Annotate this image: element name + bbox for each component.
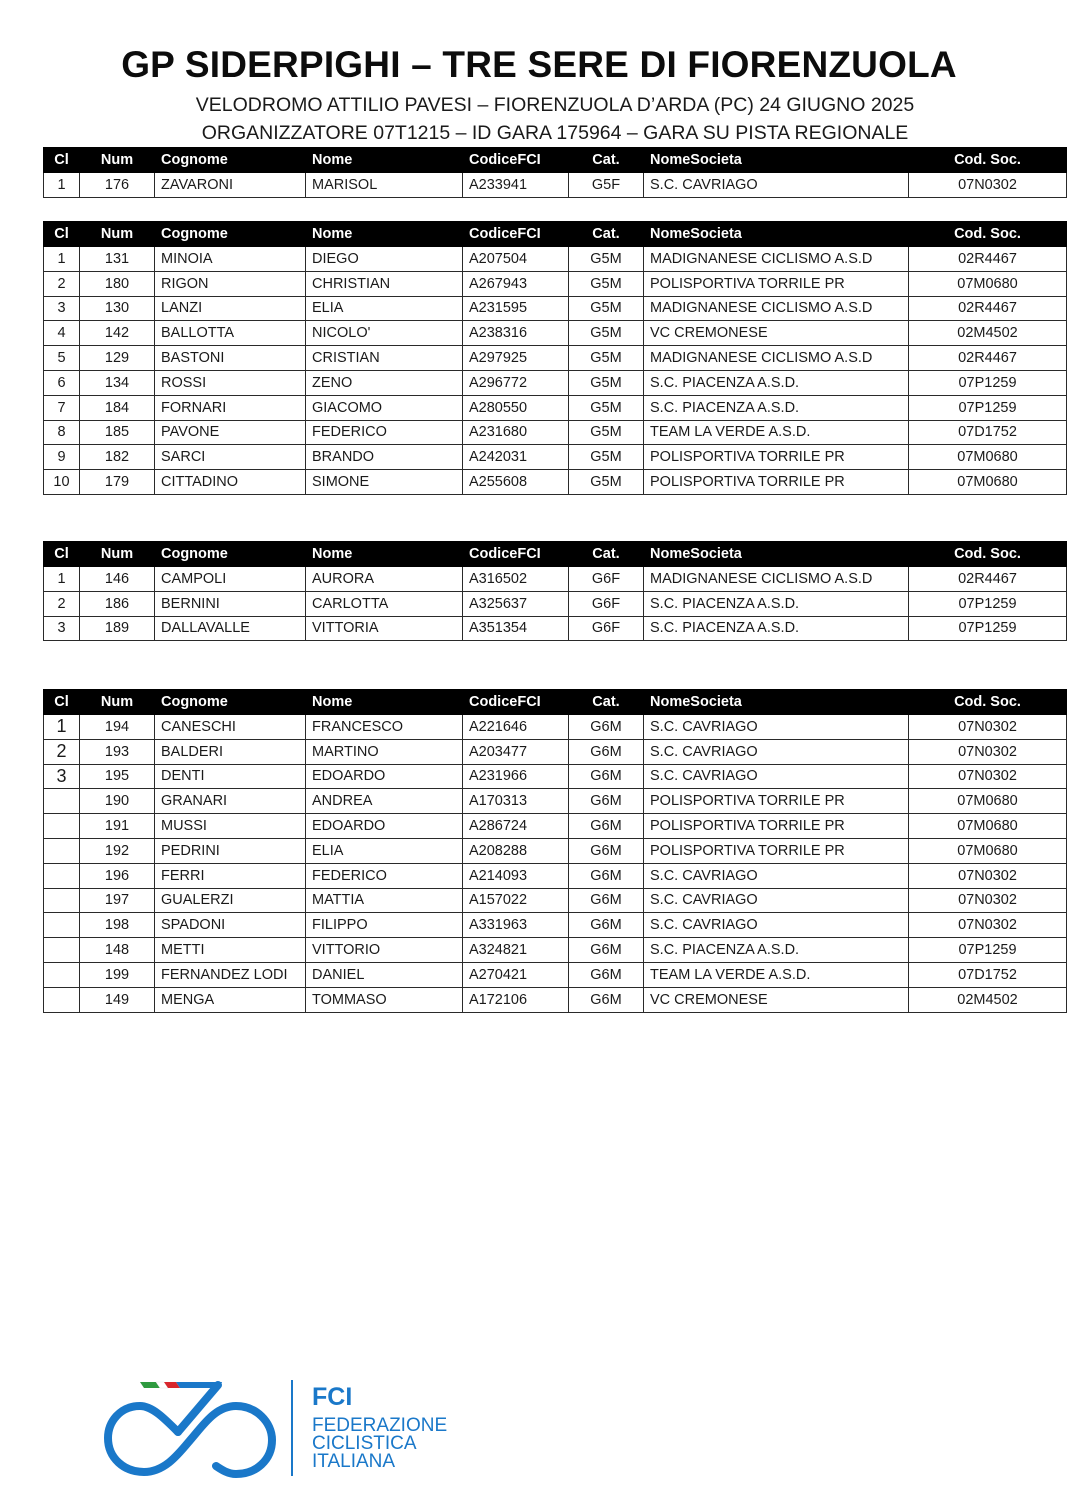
column-header-cognome: Cognome [155,222,306,247]
cell-cod-soc: 07P1259 [909,616,1067,641]
cell-cognome: GRANARI [155,789,306,814]
table-row [44,789,1067,814]
cell-nome: CRISTIAN [306,346,463,371]
cell-cod-soc: 07N0302 [909,173,1067,198]
column-header-nome-societa: NomeSocieta [644,542,909,567]
cell-codice-fci: A231595 [463,296,569,321]
cell-codice-fci: A270421 [463,962,569,987]
cell-cognome: SPADONI [155,913,306,938]
logo-text-line2: CICLISTICA [312,1433,417,1454]
cell-nome-societa: VC CREMONESE [644,321,909,346]
cell-codice-fci: A221646 [463,715,569,740]
column-header-cod-soc: Cod. Soc. [909,222,1067,247]
cell-num: 185 [80,420,155,445]
cell-cod-soc: 07M0680 [909,271,1067,296]
cell-cat: G5F [569,173,644,198]
cell-cl [44,888,80,913]
cell-cognome: ROSSI [155,370,306,395]
cell-codice-fci: A172106 [463,987,569,1012]
cell-codice-fci: A280550 [463,395,569,420]
cell-cl [44,838,80,863]
cell-codice-fci: A208288 [463,838,569,863]
cell-cl: 2 [44,591,80,616]
cell-codice-fci: A351354 [463,616,569,641]
cell-cl: 1 [44,715,80,740]
cell-nome-societa: MADIGNANESE CICLISMO A.S.D [644,296,909,321]
cell-cognome: MUSSI [155,814,306,839]
cell-cat: G6M [569,789,644,814]
cell-num: 184 [80,395,155,420]
cell-nome: DANIEL [306,962,463,987]
cell-cat: G6M [569,814,644,839]
cell-num: 189 [80,616,155,641]
table-row [44,247,1067,272]
cell-cod-soc: 02R4467 [909,346,1067,371]
column-header-num: Num [80,690,155,715]
cell-cognome: DALLAVALLE [155,616,306,641]
cell-cl: 1 [44,247,80,272]
table-header-row [44,222,1067,247]
cell-cat: G6M [569,962,644,987]
table-header-row [44,690,1067,715]
column-header-cognome: Cognome [155,690,306,715]
cell-cognome: BASTONI [155,346,306,371]
cell-nome: EDOARDO [306,764,463,789]
table-row [44,962,1067,987]
cell-nome-societa: S.C. CAVRIAGO [644,715,909,740]
cell-nome: NICOLO' [306,321,463,346]
cell-nome-societa: VC CREMONESE [644,987,909,1012]
cell-cod-soc: 07N0302 [909,715,1067,740]
column-header-num: Num [80,222,155,247]
cell-nome-societa: TEAM LA VERDE A.S.D. [644,962,909,987]
cell-cat: G5M [569,271,644,296]
column-header-codice-fci: CodiceFCI [463,690,569,715]
cell-cod-soc: 07P1259 [909,938,1067,963]
cell-cognome: FORNARI [155,395,306,420]
column-header-nome: Nome [306,222,463,247]
table-row [44,987,1067,1012]
cell-nome: ELIA [306,838,463,863]
table-row [44,567,1067,592]
cell-nome-societa: S.C. CAVRIAGO [644,739,909,764]
table-row [44,271,1067,296]
cell-cat: G6M [569,764,644,789]
cell-codice-fci: A255608 [463,470,569,495]
cell-num: 149 [80,987,155,1012]
cell-cl: 3 [44,616,80,641]
cell-cod-soc: 07M0680 [909,445,1067,470]
cell-codice-fci: A331963 [463,913,569,938]
table-header-row [44,542,1067,567]
cell-num: 134 [80,370,155,395]
table-row [44,173,1067,198]
cell-nome: ELIA [306,296,463,321]
cell-num: 129 [80,346,155,371]
cell-nome: CARLOTTA [306,591,463,616]
cell-nome-societa: MADIGNANESE CICLISMO A.S.D [644,247,909,272]
column-header-cl: Cl [44,542,80,567]
cell-cod-soc: 07M0680 [909,838,1067,863]
column-header-codice-fci: CodiceFCI [463,542,569,567]
cell-nome: CHRISTIAN [306,271,463,296]
cell-nome-societa: MADIGNANESE CICLISMO A.S.D [644,567,909,592]
cell-num: 193 [80,739,155,764]
cell-cod-soc: 07P1259 [909,370,1067,395]
cell-cat: G6M [569,913,644,938]
cell-cl: 8 [44,420,80,445]
column-header-nome-societa: NomeSocieta [644,222,909,247]
logo-text-line3: ITALIANA [312,1451,396,1472]
logo-abbreviation: FCI [312,1383,353,1411]
cell-nome: VITTORIA [306,616,463,641]
cell-codice-fci: A157022 [463,888,569,913]
cell-cognome: GUALERZI [155,888,306,913]
column-header-codice-fci: CodiceFCI [463,148,569,173]
venue-date-line: VELODROMO ATTILIO PAVESI – FIORENZUOLA D’ARDA (PC) 24 GIUGNO 2025 [195,94,915,116]
table-row [44,938,1067,963]
cell-cat: G6M [569,739,644,764]
cell-num: 131 [80,247,155,272]
column-header-cat: Cat. [569,542,644,567]
cell-cod-soc: 02M4502 [909,987,1067,1012]
cell-codice-fci: A233941 [463,173,569,198]
cell-cat: G5M [569,445,644,470]
cell-nome: FRANCESCO [306,715,463,740]
cell-num: 190 [80,789,155,814]
cell-nome-societa: S.C. PIACENZA A.S.D. [644,616,909,641]
cell-nome-societa: TEAM LA VERDE A.S.D. [644,420,909,445]
column-header-cat: Cat. [569,690,644,715]
cell-cat: G5M [569,247,644,272]
cell-nome: FILIPPO [306,913,463,938]
cell-nome: FEDERICO [306,420,463,445]
cell-nome: EDOARDO [306,814,463,839]
results-table [43,147,1067,198]
cell-nome-societa: POLISPORTIVA TORRILE PR [644,271,909,296]
cell-cat: G6M [569,987,644,1012]
cell-cl: 2 [44,739,80,764]
cell-cognome: CANESCHI [155,715,306,740]
cell-cognome: PAVONE [155,420,306,445]
cell-cod-soc: 07D1752 [909,962,1067,987]
cell-num: 148 [80,938,155,963]
cell-cl [44,814,80,839]
fci-cyclist-logo-icon [104,1376,276,1480]
table-row [44,739,1067,764]
cell-nome-societa: POLISPORTIVA TORRILE PR [644,470,909,495]
cell-cl: 2 [44,271,80,296]
results-table [43,689,1067,1013]
results-table [43,221,1067,495]
column-header-nome: Nome [306,690,463,715]
table-row [44,888,1067,913]
cell-nome-societa: POLISPORTIVA TORRILE PR [644,789,909,814]
table-row [44,370,1067,395]
cell-nome: VITTORIO [306,938,463,963]
cell-cl: 1 [44,567,80,592]
cell-cognome: METTI [155,938,306,963]
column-header-codice-fci: CodiceFCI [463,222,569,247]
cell-num: 179 [80,470,155,495]
document-title: GP SIDERPIGHI – TRE SERE DI FIORENZUOLA [121,44,957,85]
cell-cognome: BALLOTTA [155,321,306,346]
cell-cl: 3 [44,296,80,321]
cell-cognome: BERNINI [155,591,306,616]
column-header-cl: Cl [44,222,80,247]
table-row [44,591,1067,616]
column-header-cat: Cat. [569,222,644,247]
cell-cat: G5M [569,420,644,445]
table-row [44,445,1067,470]
table-row [44,470,1067,495]
table-row [44,838,1067,863]
column-header-cod-soc: Cod. Soc. [909,148,1067,173]
cell-cat: G6F [569,591,644,616]
cell-nome: TOMMASO [306,987,463,1012]
cell-nome: ANDREA [306,789,463,814]
column-header-cognome: Cognome [155,148,306,173]
cell-nome-societa: S.C. PIACENZA A.S.D. [644,370,909,395]
cell-cl [44,938,80,963]
column-header-cognome: Cognome [155,542,306,567]
table-row [44,616,1067,641]
logo-text-line1: FEDERAZIONE [312,1415,448,1436]
cell-num: 182 [80,445,155,470]
cell-nome: FEDERICO [306,863,463,888]
cell-cl: 10 [44,470,80,495]
cell-cod-soc: 02R4467 [909,296,1067,321]
cell-cat: G5M [569,395,644,420]
cell-nome-societa: S.C. PIACENZA A.S.D. [644,591,909,616]
cell-cod-soc: 07N0302 [909,739,1067,764]
cell-cod-soc: 07N0302 [909,888,1067,913]
cell-nome-societa: S.C. CAVRIAGO [644,764,909,789]
cell-cl: 5 [44,346,80,371]
cell-cod-soc: 07D1752 [909,420,1067,445]
cell-nome-societa: S.C. CAVRIAGO [644,888,909,913]
cell-nome-societa: POLISPORTIVA TORRILE PR [644,814,909,839]
cell-codice-fci: A325637 [463,591,569,616]
cell-cl: 7 [44,395,80,420]
column-header-cl: Cl [44,148,80,173]
cell-cognome: PEDRINI [155,838,306,863]
table-row [44,814,1067,839]
table-row [44,715,1067,740]
cell-codice-fci: A231966 [463,764,569,789]
table-row [44,913,1067,938]
cell-cl [44,789,80,814]
results-table [43,541,1067,641]
cell-cod-soc: 02M4502 [909,321,1067,346]
cell-codice-fci: A214093 [463,863,569,888]
cell-num: 192 [80,838,155,863]
cell-cat: G6M [569,888,644,913]
column-header-num: Num [80,148,155,173]
cell-nome: DIEGO [306,247,463,272]
table-row [44,321,1067,346]
cell-cognome: DENTI [155,764,306,789]
cell-num: 197 [80,888,155,913]
cell-codice-fci: A296772 [463,370,569,395]
column-header-nome: Nome [306,148,463,173]
cell-num: 176 [80,173,155,198]
cell-nome-societa: POLISPORTIVA TORRILE PR [644,838,909,863]
cell-codice-fci: A242031 [463,445,569,470]
cell-nome-societa: S.C. PIACENZA A.S.D. [644,938,909,963]
cell-cl [44,962,80,987]
cell-cl [44,863,80,888]
cell-cod-soc: 07P1259 [909,395,1067,420]
cell-num: 199 [80,962,155,987]
cell-cat: G6M [569,863,644,888]
cell-cognome: CITTADINO [155,470,306,495]
column-header-cod-soc: Cod. Soc. [909,542,1067,567]
cell-nome-societa: S.C. CAVRIAGO [644,173,909,198]
cell-nome-societa: S.C. CAVRIAGO [644,913,909,938]
cell-nome-societa: S.C. CAVRIAGO [644,863,909,888]
cell-cognome: BALDERI [155,739,306,764]
cell-nome-societa: S.C. PIACENZA A.S.D. [644,395,909,420]
cell-cat: G5M [569,346,644,371]
cell-cognome: ZAVARONI [155,173,306,198]
cell-cl [44,913,80,938]
cell-num: 195 [80,764,155,789]
cell-codice-fci: A231680 [463,420,569,445]
cell-cod-soc: 07N0302 [909,913,1067,938]
cell-cognome: RIGON [155,271,306,296]
cell-nome: ZENO [306,370,463,395]
cell-nome: AURORA [306,567,463,592]
cell-cl [44,987,80,1012]
cell-codice-fci: A238316 [463,321,569,346]
cell-cl: 1 [44,173,80,198]
cell-cod-soc: 07P1259 [909,591,1067,616]
cell-cl: 3 [44,764,80,789]
cell-nome: MATTIA [306,888,463,913]
table-header-row [44,148,1067,173]
cell-cat: G6M [569,938,644,963]
cell-cognome: MENGA [155,987,306,1012]
cell-cod-soc: 07N0302 [909,863,1067,888]
cell-num: 191 [80,814,155,839]
cell-codice-fci: A324821 [463,938,569,963]
cell-nome: MARISOL [306,173,463,198]
cell-cognome: FERNANDEZ LODI [155,962,306,987]
cell-nome: MARTINO [306,739,463,764]
cell-codice-fci: A316502 [463,567,569,592]
table-row [44,764,1067,789]
cell-num: 142 [80,321,155,346]
cell-cognome: SARCI [155,445,306,470]
cell-cat: G6F [569,567,644,592]
cell-cl: 4 [44,321,80,346]
cell-nome-societa: MADIGNANESE CICLISMO A.S.D [644,346,909,371]
cell-num: 198 [80,913,155,938]
organizer-line: ORGANIZZATORE 07T1215 – ID GARA 175964 – GARA SU PISTA REGIONALE [201,122,909,144]
table-row [44,346,1067,371]
cell-cod-soc: 07M0680 [909,470,1067,495]
cell-num: 180 [80,271,155,296]
column-header-nome: Nome [306,542,463,567]
cell-num: 194 [80,715,155,740]
cell-cod-soc: 07M0680 [909,814,1067,839]
cell-cognome: MINOIA [155,247,306,272]
cell-num: 130 [80,296,155,321]
cell-codice-fci: A297925 [463,346,569,371]
cell-nome: BRANDO [306,445,463,470]
cell-cognome: CAMPOLI [155,567,306,592]
cell-cl: 6 [44,370,80,395]
cell-num: 186 [80,591,155,616]
cell-cat: G5M [569,470,644,495]
cell-codice-fci: A207504 [463,247,569,272]
cell-cat: G6M [569,715,644,740]
cell-codice-fci: A203477 [463,739,569,764]
cell-codice-fci: A267943 [463,271,569,296]
cell-cat: G5M [569,321,644,346]
cell-num: 146 [80,567,155,592]
cell-cat: G5M [569,296,644,321]
cell-cat: G6M [569,838,644,863]
logo-divider [291,1380,293,1476]
cell-cod-soc: 07N0302 [909,764,1067,789]
column-header-nome-societa: NomeSocieta [644,148,909,173]
cell-cognome: LANZI [155,296,306,321]
table-row [44,420,1067,445]
table-row [44,296,1067,321]
table-row [44,863,1067,888]
cell-cat: G5M [569,370,644,395]
column-header-nome-societa: NomeSocieta [644,690,909,715]
cell-nome: GIACOMO [306,395,463,420]
cell-cod-soc: 02R4467 [909,567,1067,592]
cell-nome: SIMONE [306,470,463,495]
cell-num: 196 [80,863,155,888]
column-header-cl: Cl [44,690,80,715]
cell-nome-societa: POLISPORTIVA TORRILE PR [644,445,909,470]
cell-codice-fci: A286724 [463,814,569,839]
column-header-cat: Cat. [569,148,644,173]
cell-cognome: FERRI [155,863,306,888]
cell-cod-soc: 02R4467 [909,247,1067,272]
cell-codice-fci: A170313 [463,789,569,814]
cell-cod-soc: 07M0680 [909,789,1067,814]
cell-cat: G6F [569,616,644,641]
cell-cl: 9 [44,445,80,470]
table-row [44,395,1067,420]
column-header-cod-soc: Cod. Soc. [909,690,1067,715]
column-header-num: Num [80,542,155,567]
